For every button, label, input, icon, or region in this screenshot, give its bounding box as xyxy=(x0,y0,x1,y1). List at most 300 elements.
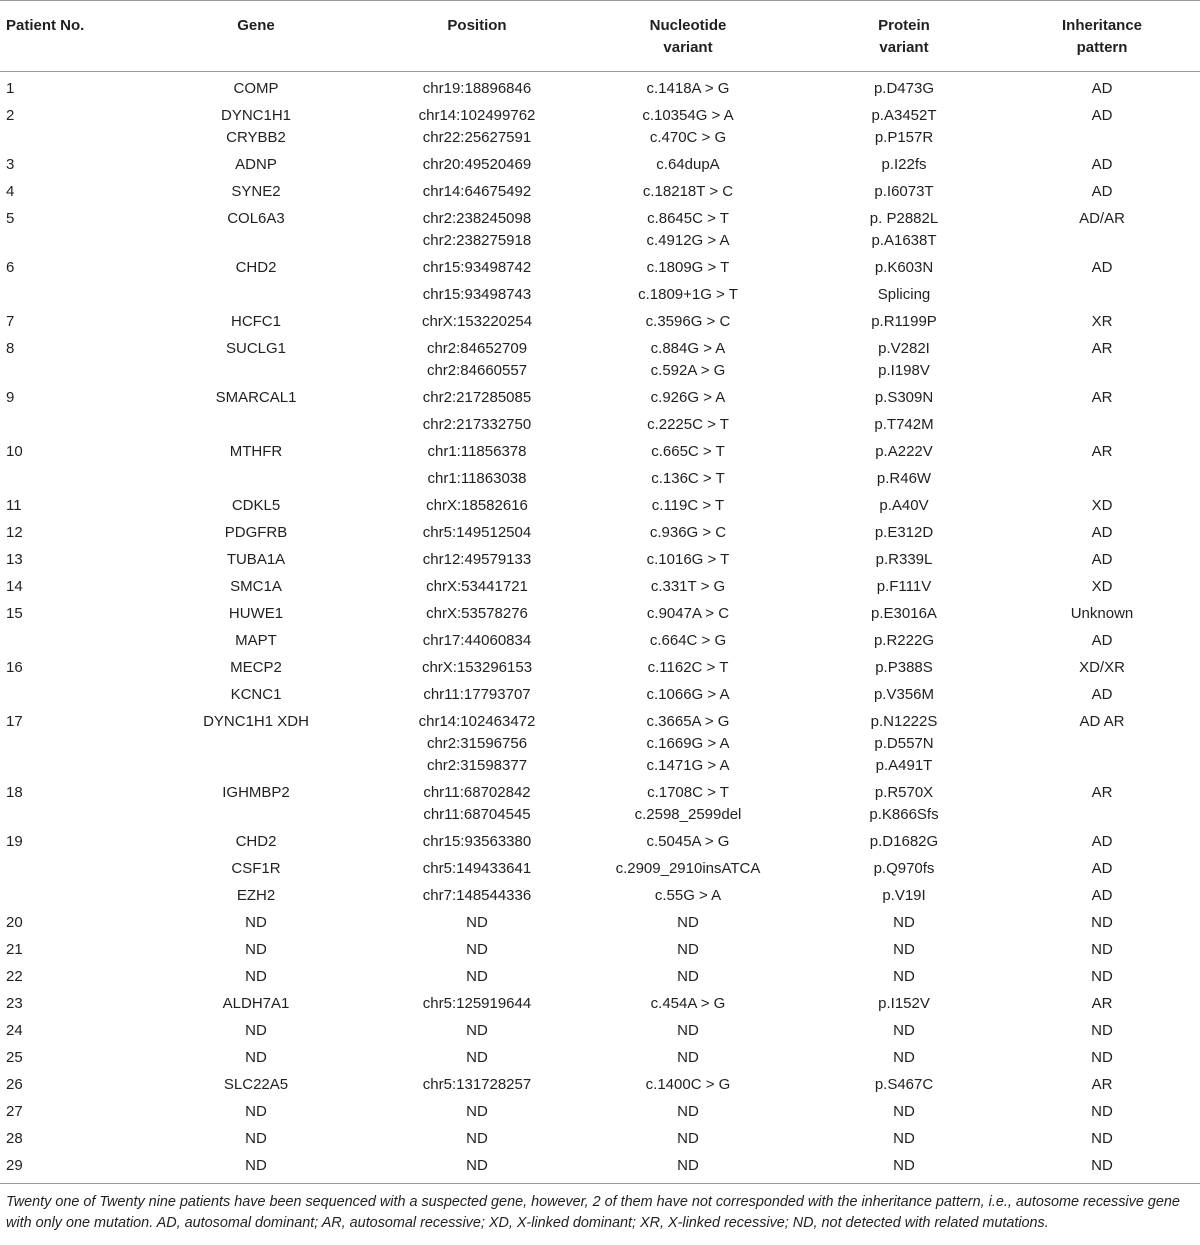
cell-patient-no xyxy=(0,709,130,780)
cell-text: PDGFRB xyxy=(224,524,288,541)
cell-text: p.S309N xyxy=(874,389,934,406)
cell-text: 25 xyxy=(6,1049,23,1066)
cell-nucleotide-variant xyxy=(572,1099,804,1126)
cell-inheritance-pattern xyxy=(1004,1045,1200,1072)
cell-text: COMP xyxy=(233,80,279,97)
cell-text: ND xyxy=(466,1022,488,1039)
table-row xyxy=(0,1072,1200,1099)
cell-gene xyxy=(130,655,382,682)
cell-gene xyxy=(130,937,382,964)
cell-gene xyxy=(130,780,382,829)
cell-text: 4 xyxy=(6,183,15,200)
cell-text: c.884G > A xyxy=(650,340,726,357)
cell-inheritance-pattern xyxy=(1004,655,1200,682)
cell-text: XD xyxy=(1091,578,1113,595)
cell-text: chr2:84660557 xyxy=(426,362,528,379)
cell-text: c.1016G > T xyxy=(646,551,730,568)
cell-nucleotide-variant xyxy=(572,829,804,856)
cell-text: chr5:149512504 xyxy=(422,524,532,541)
cell-protein-variant xyxy=(804,780,1004,829)
cell-protein-variant xyxy=(804,856,1004,883)
cell-text: p.R222G xyxy=(873,632,935,649)
cell-patient-no xyxy=(0,780,130,829)
cell-gene xyxy=(130,466,382,493)
cell-position xyxy=(382,883,572,910)
cell-text: c.592A > G xyxy=(650,362,726,379)
cell-text xyxy=(1008,414,1196,436)
cell-text: c.1066G > A xyxy=(646,686,730,703)
cell-inheritance-pattern xyxy=(1004,856,1200,883)
cell-text: c.1471G > A xyxy=(646,757,730,774)
cell-protein-variant xyxy=(804,179,1004,206)
table-row xyxy=(0,206,1200,255)
cell-nucleotide-variant xyxy=(572,628,804,655)
cell-gene xyxy=(130,179,382,206)
cell-protein-variant xyxy=(804,309,1004,336)
table-row xyxy=(0,520,1200,547)
cell-text: MECP2 xyxy=(230,659,282,676)
cell-text: ND xyxy=(893,914,915,931)
cell-text: p.K603N xyxy=(874,259,934,276)
cell-patient-no xyxy=(0,682,130,709)
cell-text: 29 xyxy=(6,1157,23,1174)
cell-text: AD xyxy=(1091,156,1113,173)
cell-text: CRYBB2 xyxy=(226,129,286,146)
cell-text: c.9047A > C xyxy=(646,605,730,622)
table-row xyxy=(0,336,1200,385)
header-protein-variant xyxy=(804,1,1004,72)
cell-protein-variant xyxy=(804,829,1004,856)
cell-position xyxy=(382,780,572,829)
cell-text: p.I198V xyxy=(878,362,930,379)
cell-text: ND xyxy=(893,968,915,985)
cell-text: c.454A > G xyxy=(650,995,726,1012)
cell-text xyxy=(134,284,378,306)
cell-gene xyxy=(130,1045,382,1072)
cell-patient-no xyxy=(0,910,130,937)
cell-protein-variant xyxy=(804,1099,1004,1126)
cell-text: chrX:53578276 xyxy=(426,605,528,622)
cell-text: CHD2 xyxy=(235,259,277,276)
cell-inheritance-pattern xyxy=(1004,883,1200,910)
cell-nucleotide-variant xyxy=(572,439,804,466)
cell-patient-no xyxy=(0,964,130,991)
cell-text: p.P388S xyxy=(875,659,933,676)
cell-text: chr14:102499762 xyxy=(418,107,536,124)
cell-gene xyxy=(130,883,382,910)
table-row xyxy=(0,829,1200,856)
cell-text: ND xyxy=(466,1049,488,1066)
cell-text: chr2:31598377 xyxy=(426,757,528,774)
cell-nucleotide-variant xyxy=(572,103,804,152)
cell-gene xyxy=(130,103,382,152)
header-text: variant xyxy=(879,39,929,56)
cell-text: ND xyxy=(1091,1130,1113,1147)
cell-patient-no xyxy=(0,439,130,466)
cell-text: 3 xyxy=(6,156,15,173)
cell-position xyxy=(382,103,572,152)
cell-text: ND xyxy=(245,1130,267,1147)
cell-patient-no xyxy=(0,72,130,104)
cell-text: ND xyxy=(245,914,267,931)
cell-text: p.A222V xyxy=(875,443,933,460)
cell-text: p.R1199P xyxy=(871,313,937,330)
cell-inheritance-pattern xyxy=(1004,412,1200,439)
cell-inheritance-pattern xyxy=(1004,1126,1200,1153)
cell-text: chr15:93563380 xyxy=(422,833,532,850)
cell-text: AR xyxy=(1091,389,1113,406)
cell-inheritance-pattern xyxy=(1004,336,1200,385)
cell-text: chr17:44060834 xyxy=(422,632,532,649)
cell-gene xyxy=(130,1099,382,1126)
cell-inheritance-pattern xyxy=(1004,991,1200,1018)
cell-text: MAPT xyxy=(235,632,277,649)
cell-text: ND xyxy=(677,1157,699,1174)
table-row xyxy=(0,255,1200,282)
cell-text: SMC1A xyxy=(230,578,282,595)
cell-nucleotide-variant xyxy=(572,152,804,179)
cell-text: p.N1222S xyxy=(870,713,938,730)
cell-text xyxy=(6,885,126,907)
cell-text: p.I22fs xyxy=(881,156,927,173)
cell-nucleotide-variant xyxy=(572,964,804,991)
header-gene xyxy=(130,1,382,72)
cell-protein-variant xyxy=(804,103,1004,152)
cell-inheritance-pattern xyxy=(1004,829,1200,856)
table-row xyxy=(0,574,1200,601)
cell-text: chr2:217285085 xyxy=(422,389,532,406)
cell-inheritance-pattern xyxy=(1004,628,1200,655)
cell-text: chr20:49520469 xyxy=(422,156,532,173)
cell-inheritance-pattern xyxy=(1004,601,1200,628)
header-inheritance-pattern xyxy=(1004,1,1200,72)
table-body xyxy=(0,72,1200,1184)
table-row xyxy=(0,152,1200,179)
cell-text: p.A491T xyxy=(875,757,933,774)
cell-text: 23 xyxy=(6,995,23,1012)
cell-text: c.664C > G xyxy=(649,632,727,649)
cell-text: chr7:148544336 xyxy=(422,887,532,904)
cell-text: chr2:31596756 xyxy=(426,735,528,752)
cell-gene xyxy=(130,991,382,1018)
cell-text: 12 xyxy=(6,524,23,541)
cell-text: c.136C > T xyxy=(651,470,725,487)
cell-text: c.4912G > A xyxy=(646,232,730,249)
cell-text: 19 xyxy=(6,833,23,850)
cell-text: chr19:18896846 xyxy=(422,80,532,97)
cell-position xyxy=(382,682,572,709)
cell-gene xyxy=(130,601,382,628)
cell-nucleotide-variant xyxy=(572,179,804,206)
cell-text: c.2909_2910insATCA xyxy=(615,860,761,877)
cell-text: c.926G > A xyxy=(650,389,726,406)
cell-text: chr2:238245098 xyxy=(422,210,532,227)
cell-text: chr5:131728257 xyxy=(422,1076,532,1093)
cell-patient-no xyxy=(0,385,130,412)
cell-text: IGHMBP2 xyxy=(222,784,290,801)
cell-nucleotide-variant xyxy=(572,856,804,883)
cell-patient-no xyxy=(0,179,130,206)
cell-text: XD xyxy=(1091,497,1113,514)
cell-text: ND xyxy=(1091,941,1113,958)
cell-nucleotide-variant xyxy=(572,883,804,910)
cell-text: AD xyxy=(1091,524,1113,541)
cell-text: chr2:217332750 xyxy=(422,416,532,433)
cell-text: c.3665A > G xyxy=(646,713,730,730)
cell-text: 2 xyxy=(6,107,15,124)
cell-text: ND xyxy=(677,914,699,931)
cell-text: ND xyxy=(466,1157,488,1174)
cell-gene xyxy=(130,255,382,282)
cell-nucleotide-variant xyxy=(572,547,804,574)
table-row xyxy=(0,179,1200,206)
cell-text: ND xyxy=(1091,1103,1113,1120)
table-row xyxy=(0,655,1200,682)
cell-gene xyxy=(130,520,382,547)
cell-text: c.1669G > A xyxy=(646,735,730,752)
cell-text: CSF1R xyxy=(231,860,281,877)
cell-text: HCFC1 xyxy=(230,313,281,330)
cell-nucleotide-variant xyxy=(572,1126,804,1153)
cell-text: chr14:64675492 xyxy=(422,183,532,200)
cell-nucleotide-variant xyxy=(572,72,804,104)
cell-text: chr11:68704545 xyxy=(423,806,531,823)
cell-gene xyxy=(130,1153,382,1184)
cell-inheritance-pattern xyxy=(1004,72,1200,104)
cell-protein-variant xyxy=(804,493,1004,520)
cell-inheritance-pattern xyxy=(1004,385,1200,412)
table-row xyxy=(0,1153,1200,1184)
table-row xyxy=(0,1018,1200,1045)
cell-nucleotide-variant xyxy=(572,206,804,255)
cell-text: ND xyxy=(677,1049,699,1066)
cell-text: c.936G > C xyxy=(649,524,727,541)
header-text: pattern xyxy=(1076,39,1128,56)
cell-nucleotide-variant xyxy=(572,336,804,385)
cell-text: ND xyxy=(1091,1049,1113,1066)
cell-text: ND xyxy=(245,968,267,985)
cell-nucleotide-variant xyxy=(572,412,804,439)
cell-patient-no xyxy=(0,282,130,309)
cell-text: AD xyxy=(1091,632,1113,649)
header-nucleotide-variant xyxy=(572,1,804,72)
cell-position xyxy=(382,336,572,385)
cell-text: ND xyxy=(245,1049,267,1066)
cell-text: chr15:93498742 xyxy=(422,259,532,276)
cell-protein-variant xyxy=(804,206,1004,255)
cell-text: ND xyxy=(466,914,488,931)
cell-gene xyxy=(130,385,382,412)
cell-text: 27 xyxy=(6,1103,23,1120)
table-footnote: Twenty one of Twenty nine patients have been sequenced with a suspected gene, however, 2 of them have not corresponded with the inheritance pattern, i.e., autosome recessive gene with only one mutation. AD, autosomal dominant; AR, autosomal recessive; XD, X-linked dominant; XR, X-linked recessive; ND, not detected with related mutations. xyxy=(6,1194,1180,1232)
cell-text: p.V282I xyxy=(878,340,930,357)
cell-protein-variant xyxy=(804,682,1004,709)
cell-text: Unknown xyxy=(1070,605,1134,622)
cell-text: p.D473G xyxy=(873,80,935,97)
table-row xyxy=(0,1045,1200,1072)
cell-inheritance-pattern xyxy=(1004,547,1200,574)
cell-patient-no xyxy=(0,574,130,601)
cell-nucleotide-variant xyxy=(572,709,804,780)
cell-position xyxy=(382,309,572,336)
cell-nucleotide-variant xyxy=(572,780,804,829)
cell-text xyxy=(134,468,378,490)
cell-gene xyxy=(130,336,382,385)
cell-text: p.T742M xyxy=(874,416,934,433)
cell-text: SUCLG1 xyxy=(225,340,287,357)
cell-protein-variant xyxy=(804,910,1004,937)
cell-text: p.E312D xyxy=(874,524,934,541)
cell-inheritance-pattern xyxy=(1004,682,1200,709)
table-row xyxy=(0,964,1200,991)
cell-text: chr12:49579133 xyxy=(422,551,532,568)
cell-text: c.1708C > T xyxy=(647,784,729,801)
cell-text: 28 xyxy=(6,1130,23,1147)
cell-text: AD xyxy=(1091,107,1113,124)
cell-protein-variant xyxy=(804,601,1004,628)
cell-gene xyxy=(130,682,382,709)
cell-nucleotide-variant xyxy=(572,309,804,336)
cell-text: ND xyxy=(245,941,267,958)
cell-patient-no xyxy=(0,1045,130,1072)
cell-text: c.470C > G xyxy=(649,129,727,146)
cell-text xyxy=(6,468,126,490)
cell-text: 14 xyxy=(6,578,23,595)
cell-text: c.1809G > T xyxy=(646,259,730,276)
cell-protein-variant xyxy=(804,412,1004,439)
cell-protein-variant xyxy=(804,574,1004,601)
cell-position xyxy=(382,439,572,466)
cell-gene xyxy=(130,628,382,655)
table-row xyxy=(0,309,1200,336)
cell-position xyxy=(382,255,572,282)
cell-text: c.331T > G xyxy=(650,578,726,595)
table-row xyxy=(0,547,1200,574)
cell-text xyxy=(6,858,126,880)
cell-text: 13 xyxy=(6,551,23,568)
cell-patient-no xyxy=(0,655,130,682)
cell-gene xyxy=(130,206,382,255)
cell-text: AR xyxy=(1091,443,1113,460)
cell-gene xyxy=(130,709,382,780)
cell-inheritance-pattern xyxy=(1004,1018,1200,1045)
cell-nucleotide-variant xyxy=(572,574,804,601)
cell-text: p.R339L xyxy=(875,551,933,568)
cell-nucleotide-variant xyxy=(572,1045,804,1072)
table-row xyxy=(0,412,1200,439)
cell-text: c.2225C > T xyxy=(647,416,729,433)
cell-gene xyxy=(130,282,382,309)
cell-patient-no xyxy=(0,466,130,493)
header-text: Nucleotide xyxy=(649,17,727,34)
cell-position xyxy=(382,152,572,179)
cell-text: 8 xyxy=(6,340,15,357)
cell-text: COL6A3 xyxy=(227,210,285,227)
table-row xyxy=(0,682,1200,709)
cell-text xyxy=(1008,284,1196,306)
cell-patient-no xyxy=(0,991,130,1018)
cell-position xyxy=(382,1153,572,1184)
cell-text: c.1809+1G > T xyxy=(638,286,738,303)
header-text: Gene xyxy=(237,17,275,34)
cell-text: ND xyxy=(677,941,699,958)
cell-text: chr14:102463472 xyxy=(418,713,536,730)
table-header xyxy=(0,1,1200,72)
cell-nucleotide-variant xyxy=(572,601,804,628)
cell-nucleotide-variant xyxy=(572,655,804,682)
cell-nucleotide-variant xyxy=(572,493,804,520)
cell-text: chr2:84652709 xyxy=(426,340,528,357)
cell-text: ND xyxy=(1091,1022,1113,1039)
cell-patient-no xyxy=(0,601,130,628)
cell-text: 5 xyxy=(6,210,15,227)
table-row xyxy=(0,385,1200,412)
cell-protein-variant xyxy=(804,72,1004,104)
cell-text: c.3596G > C xyxy=(645,313,731,330)
cell-text: AR xyxy=(1091,784,1113,801)
cell-nucleotide-variant xyxy=(572,1072,804,1099)
cell-text: ND xyxy=(466,968,488,985)
cell-text: p.F111V xyxy=(876,578,932,595)
cell-text: c.5045A > G xyxy=(646,833,730,850)
cell-text: p.I6073T xyxy=(874,183,934,200)
cell-inheritance-pattern xyxy=(1004,520,1200,547)
cell-protein-variant xyxy=(804,655,1004,682)
cell-text: c.64dupA xyxy=(656,156,720,173)
cell-patient-no xyxy=(0,309,130,336)
cell-text: c.18218T > C xyxy=(642,183,734,200)
table-row xyxy=(0,601,1200,628)
cell-protein-variant xyxy=(804,1153,1004,1184)
cell-gene xyxy=(130,574,382,601)
cell-protein-variant xyxy=(804,1018,1004,1045)
table-row xyxy=(0,883,1200,910)
header-row xyxy=(0,1,1200,72)
cell-position xyxy=(382,206,572,255)
cell-text: ND xyxy=(677,1130,699,1147)
table-row xyxy=(0,439,1200,466)
cell-nucleotide-variant xyxy=(572,520,804,547)
cell-position xyxy=(382,991,572,1018)
cell-position xyxy=(382,829,572,856)
cell-patient-no xyxy=(0,520,130,547)
cell-text: ND xyxy=(245,1022,267,1039)
cell-text: p.D557N xyxy=(874,735,934,752)
cell-protein-variant xyxy=(804,883,1004,910)
cell-text: AR xyxy=(1091,1076,1113,1093)
cell-text: chr1:11856378 xyxy=(427,443,527,460)
cell-gene xyxy=(130,547,382,574)
cell-text: ND xyxy=(677,968,699,985)
cell-text: c.8645C > T xyxy=(647,210,729,227)
cell-text xyxy=(1008,468,1196,490)
cell-patient-no xyxy=(0,255,130,282)
cell-gene xyxy=(130,309,382,336)
table-row xyxy=(0,856,1200,883)
cell-text: ND xyxy=(466,941,488,958)
cell-inheritance-pattern xyxy=(1004,910,1200,937)
cell-gene xyxy=(130,910,382,937)
cell-text: AR xyxy=(1091,340,1113,357)
cell-patient-no xyxy=(0,1153,130,1184)
cell-text: KCNC1 xyxy=(230,686,282,703)
cell-text xyxy=(6,684,126,706)
cell-text: AD xyxy=(1091,833,1113,850)
cell-position xyxy=(382,1018,572,1045)
cell-text: p.V356M xyxy=(873,686,935,703)
cell-text: chr11:17793707 xyxy=(423,686,531,703)
cell-protein-variant xyxy=(804,466,1004,493)
